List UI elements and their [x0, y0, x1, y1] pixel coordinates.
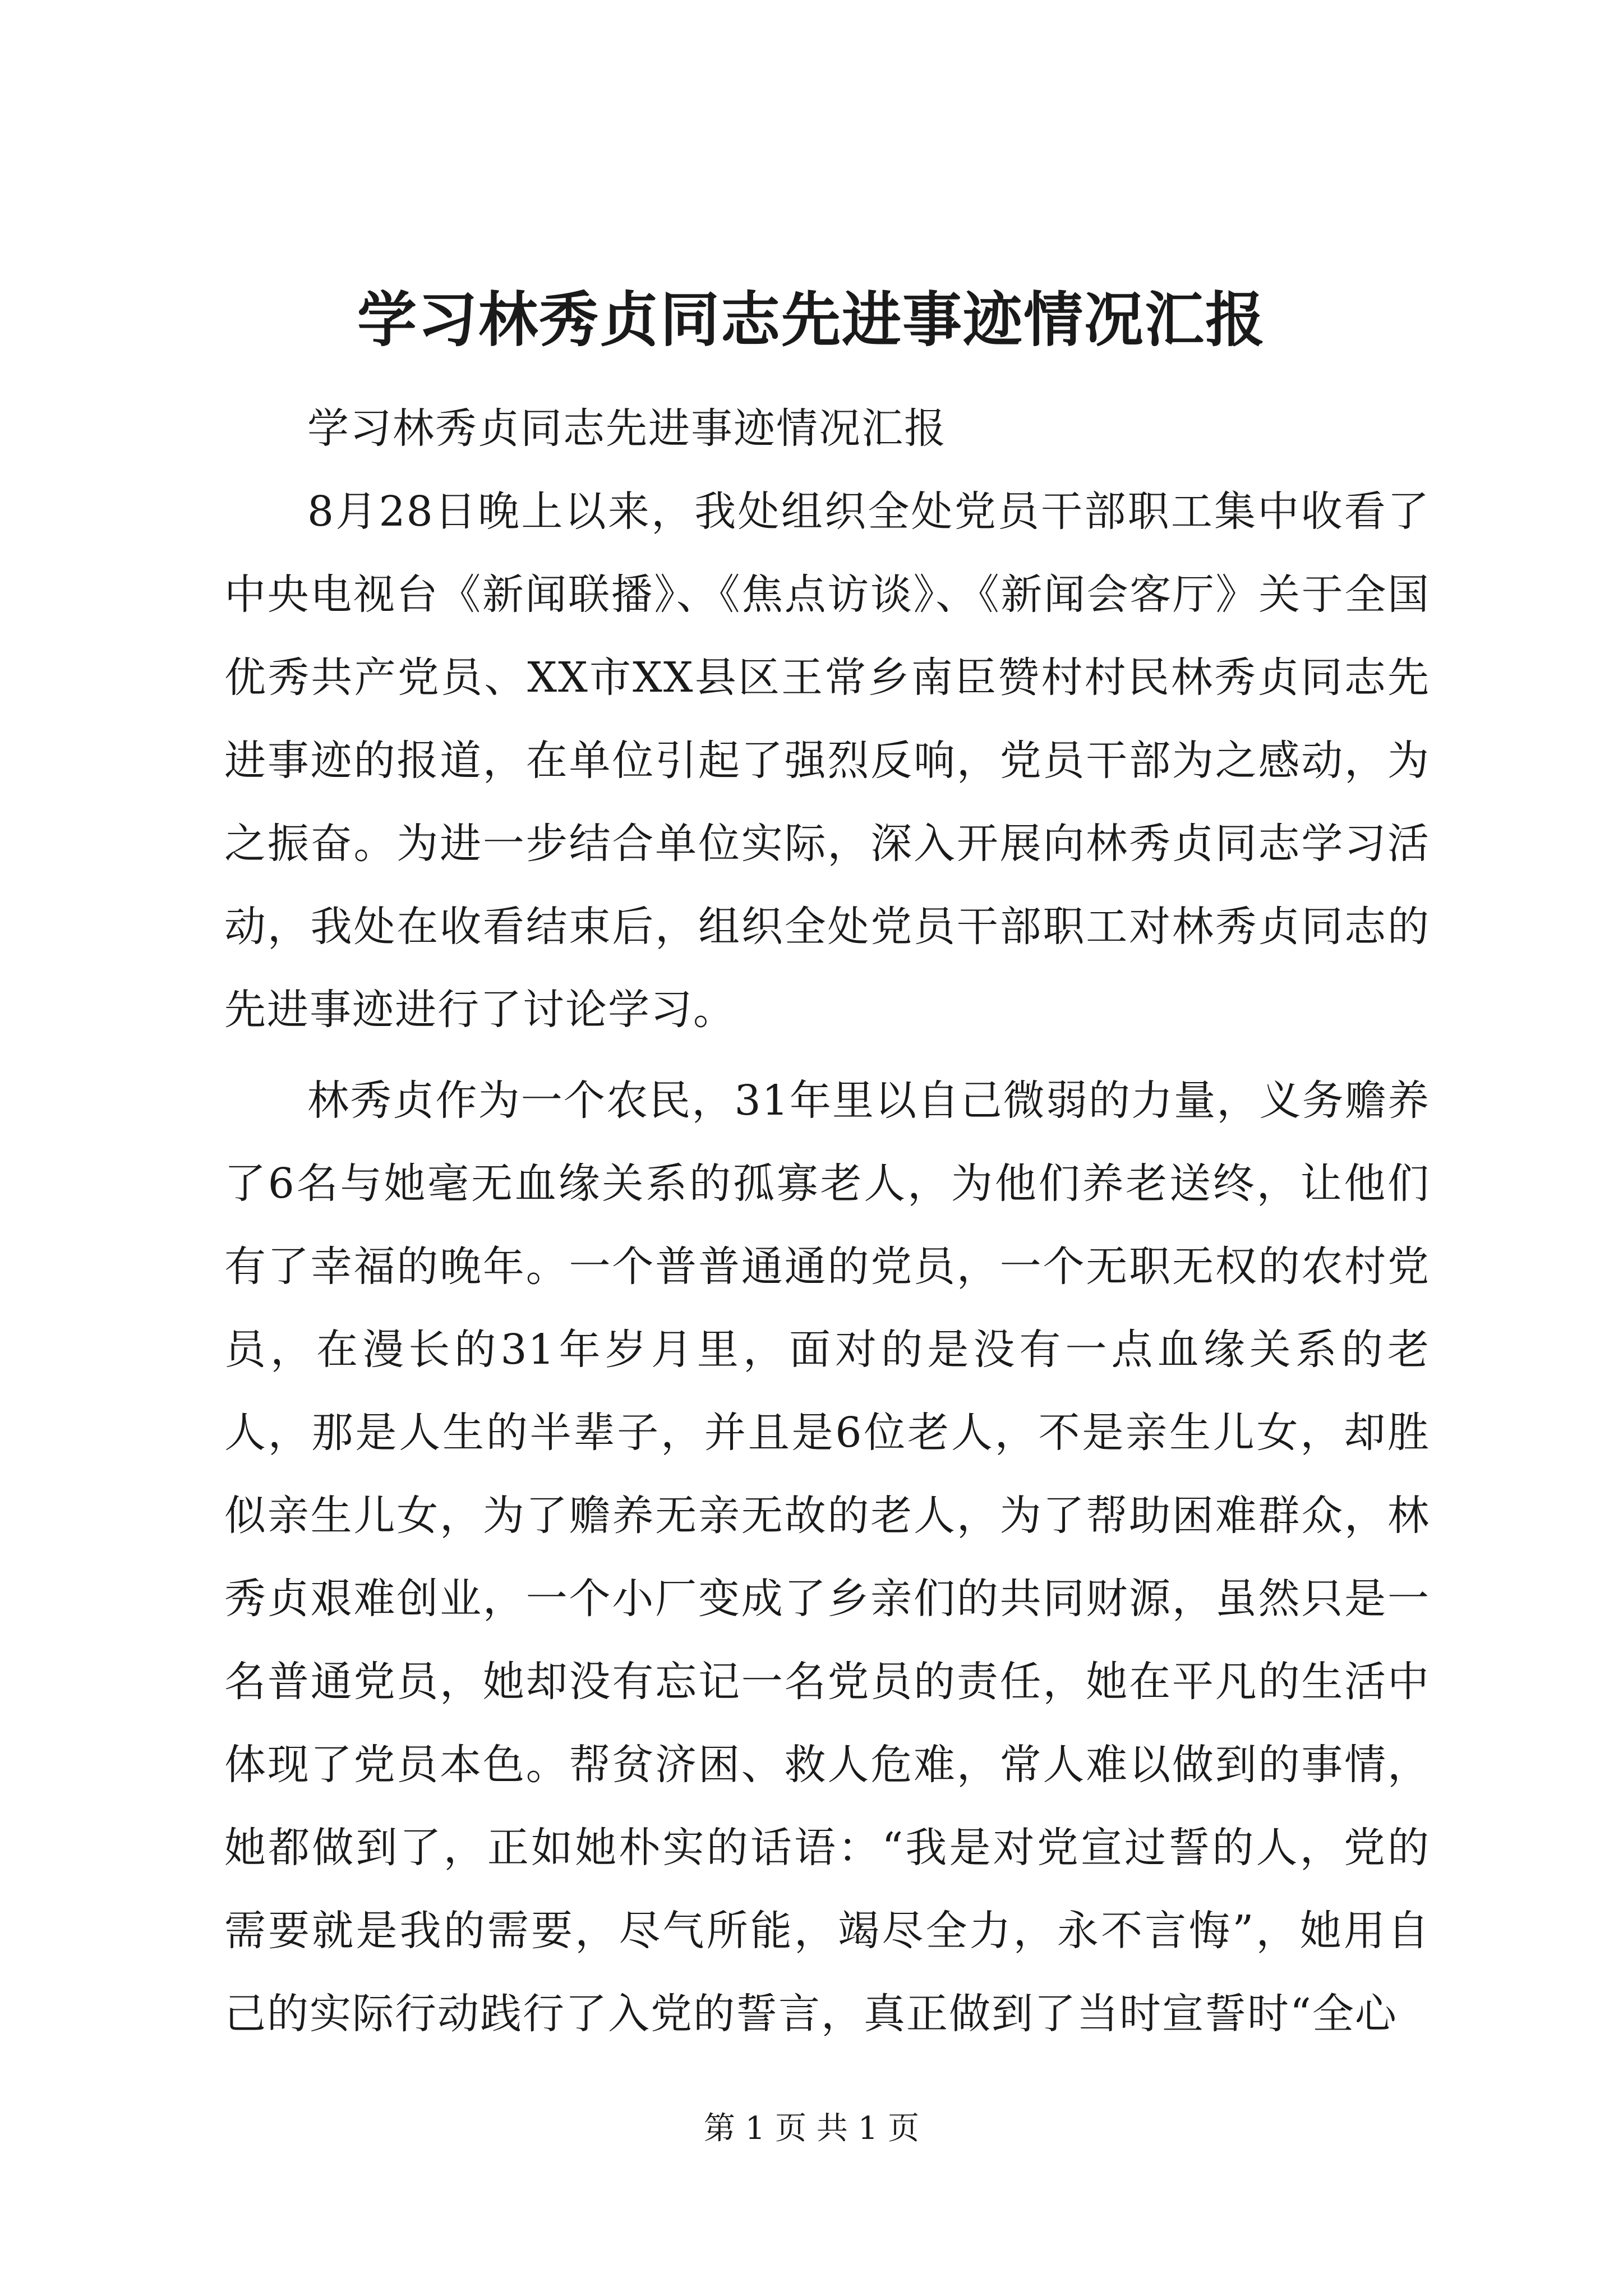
- body-paragraph: 林秀贞作为一个农民，31年里以自己微弱的力量，义务赡养了6名与她毫无血缘关系的孤寡老人，为他们养老送终，让他们有了幸福的晚年。一个普普通通的党员，一个无职无权的农村党员，在漫长的31年岁月里，面对的是没有一点血缘关系的老人，那是人生的半辈子，并且是6位老人，不是亲生儿女，却胜似亲生儿女，为了赡养无亲无故的老人，为了帮助困难群众，林秀贞艰难创业，一个小厂变成了乡亲们的共同财源，虽然只是一名普通党员，她却没有忘记一名党员的责任，她在平凡的生活中体现了党员本色。帮贫济困、救人危难，常人难以做到的事情，她都做到了，正如她朴实的话语：“我是对党宣过誓的人，党的需要就是我的需要，尽气所能，竭尽全力，永不言悔”，她用自己的实际行动践行了入党的誓言，真正做到了当时宣誓时“全心: [224, 1076, 1430, 2038]
- page-footer: 第 1 页 共 1 页: [703, 2110, 920, 2147]
- document-body: [224, 387, 1430, 2055]
- body-paragraph: 8月28日晚上以来，我处组织全处党员干部职工集中收看了中央电视台《新闻联播》、《焦点访谈》、《新闻会客厅》关于全国优秀共产党员、XX市XX县区王常乡南臣赞村村民林秀贞同志先进事迹的报道，在单位引起了强烈反响，党员干部为之感动，为之振奋。为进一步结合单位实际，深入开展向林秀贞同志学习活动，我处在收看结束后，组织全处党员干部职工对林秀贞同志的先进事迹进行了讨论学习。: [224, 487, 1430, 1034]
- document-title: 学习林秀贞同志先进事迹情况汇报: [357, 284, 1266, 355]
- document-subtitle: 学习林秀贞同志先进事迹情况汇报: [307, 404, 947, 453]
